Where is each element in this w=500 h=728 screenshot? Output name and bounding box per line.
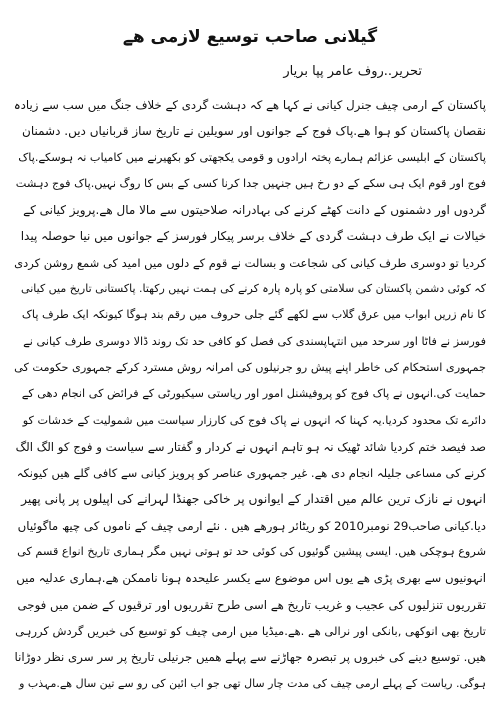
article-line: فورسز نے فاٹا اور سرحد میں انتہاپسندی کی فصل کو کافی حد تک روند ڈالا دوسری طرف کیانی نے (23, 334, 486, 348)
article-line: کا نام زریں ابواب میں عرق گلاب سے لکھے گئے جلی حروف میں رقم بند ہوگا کیونکہ ایک طرف پاک (21, 308, 486, 322)
article-body (14, 92, 486, 697)
article-line: تاریخ بھی انوکھی ,بانکی اور نرالی ھے .ھے.میڈیا میں ارمی چیف کو توسیع کی خبریں گردش کررہی (15, 623, 486, 638)
article-line: حمایت کی.انہوں نے پاک فوج کو پروفیشنل امور اور ریاستی سیکیورٹی کے فرائض کی انجام دھی کے (21, 387, 486, 401)
article-line: فوج اور قوم ایک ہی سکے کے دو رخ ہیں جنہیں جدا کرنا کسی کے بس کا روگ نہیں.پاک فوج دہشت (15, 176, 486, 190)
article-line: کہ کوئی دشمن پاکستان کی سلامتی کو پارہ پارہ کرنے کی ہمت نہیں رکھتا. پاکستانی تاریخ میں کیانی (21, 282, 486, 296)
article-line: شروع ہوچکی ھیں. ایسی پیشین گوئیوں کی کوئی حد تو ہوتی نہیں مگر ہماری تاریخ انواع قسم کی (17, 545, 486, 559)
article-line: گردوں اور دشمنوں کے دانت کھٹے کرنے کی بہادرانہ صلاحیتوں سے مالا مال ھے.پرویز کیانی کے (23, 203, 486, 218)
article-line: خیالات نے ایک طرف دہشت گردی کے خلاف برسر پیکار فورسز کے جوانوں میں نیا حوصلہ پیدا (20, 229, 486, 244)
article-line: دائرے تک محدود کردیا.یہ کہنا کہ انہوں نے پاک فوج کی کارزار سیاست میں شمولیت کے خدشات کو (22, 413, 486, 427)
article-line: کرنے کی مساعی جلیلہ انجام دی ھے. غیر جمہوری عناصر کو پرویز کیانی سے کافی گلے ھیں کیونکہ (16, 466, 486, 481)
article-title: گیلانی صاحب توسیع لازمی ھے (122, 27, 378, 47)
article-line: جمہوری استحکام کی خاطر اپنے پیش رو جرنیلوں کی امرانہ روش مسترد کرکے جمہوری حکومت کی (14, 360, 486, 374)
article-line: دیا.کیانی صاحب29 نومبر2010 کو ریٹائر ہورھے ھیں . نئے ارمی چیف کے ناموں کی چیھ ماگوئیاں (17, 518, 486, 533)
article-line: انہوں نے نازک ترین عالم میں اقتدار کے ایوانوں پر خاکی جھنڈا لہرانے کی اپیلوں پر پانی پھیر (21, 492, 486, 507)
article-line: ہوگی. ریاست کے پہلے ارمی چیف کی مدت چار سال تھی جو اب ائین کی رو سے تین سال ھے.مہذب و (19, 676, 486, 690)
article-line: پاکستان کے ابلیسی عزائم ہمارے پختہ ارادوں و قومی یکجھتی کو بکھیرنے میں کامیاب نہ ہوسکے.پاک (18, 150, 486, 164)
article-byline: تحریر..روف عامر پپا بریار (283, 64, 422, 79)
article-line: صد فیصد ختم کردیا شائد ٹھیک نہ ہو تاہم انہوں نے کردار و گفتار سے سیاست و فوج کو الگ الگ (15, 439, 486, 454)
article-line: پاکستان کے ارمی چیف جنرل کیانی نے کہا ھے کہ دہشت گردی کے خلاف جنگ میں سب سے زیادہ (14, 98, 486, 112)
article-line: کردیا تو دوسری طرف کیانی کی شجاعت و بسالت نے قوم کے دلوں میں امید کی شمع روشن کردی (14, 255, 486, 270)
article-line: ھیں. توسیع دینے کی خبروں پر تبصرہ جھاڑنے سے پہلے ھمیں جرنیلی تاریخ پر سر سری نظر دوڑانا (14, 650, 486, 665)
article-line: انہونیوں سے بھری پڑی ھے یوں اس موضوع سے یکسر علیحدہ ہونا ناممکن ھے.ہماری عدلیہ میں (16, 571, 486, 586)
article-line: نقصان پاکستان کو ہوا ھے.پاک فوج کے جوانوں اور سویلین نے تاریخ ساز قربانیاں دیں. دشمنان (22, 124, 486, 139)
article-line: تقرریوں تنزلیوں کی عجیب و غریب تاریخ ھے اسی طرح تقرریوں اور ترقیوں کے ضمن میں فوجی (17, 597, 486, 612)
